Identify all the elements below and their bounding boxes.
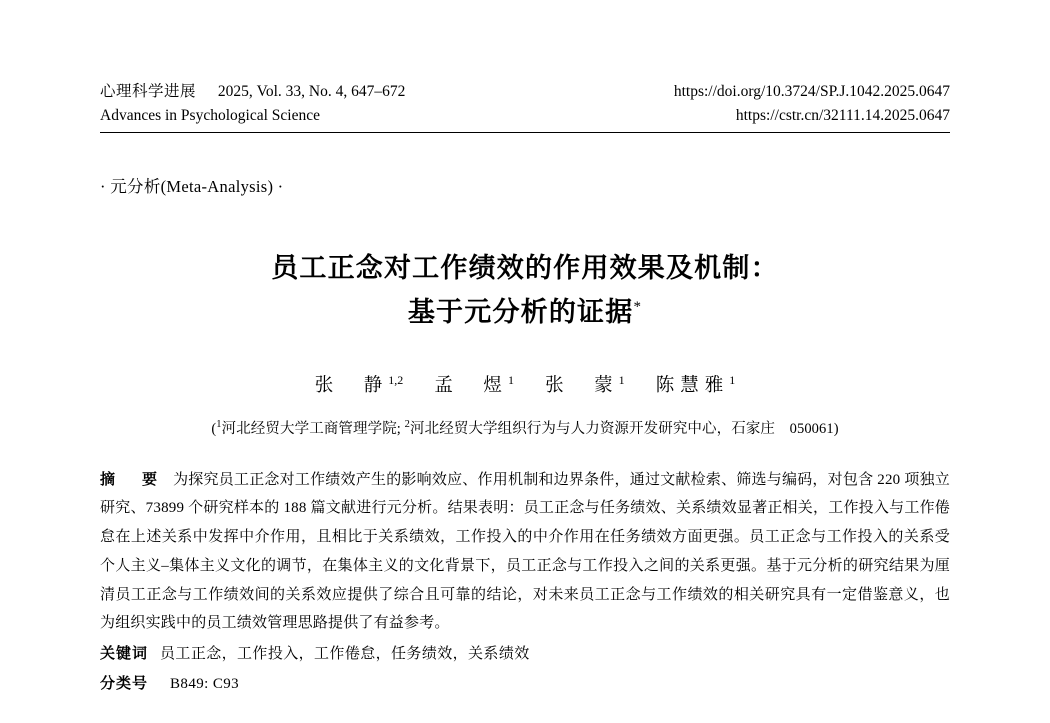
issue-info: 2025, Vol. 33, No. 4, 647–672	[217, 83, 406, 100]
journal-title-en: Advances in Psychological Science	[100, 107, 320, 125]
title-block	[100, 247, 950, 334]
journal-title-cn: 心理科学进展	[100, 83, 197, 100]
author-name: 张 静	[314, 375, 389, 396]
author-affiliation-marker: 1	[729, 372, 736, 387]
affiliation-prefix: (	[211, 420, 217, 437]
author-item	[545, 371, 625, 397]
author-list	[100, 371, 950, 397]
masthead	[100, 0, 950, 133]
affiliation-marker-1: 1	[216, 418, 222, 430]
masthead-divider	[100, 132, 950, 133]
paper-title-line-2	[100, 291, 950, 335]
cstr-link[interactable]: https://cstr.cn/32111.14.2025.0647	[735, 107, 950, 125]
author-affiliation-marker: 1	[507, 372, 514, 387]
affiliation	[100, 417, 950, 438]
abstract-label: 摘 要	[100, 471, 164, 488]
author-item	[656, 371, 736, 397]
masthead-left-top	[100, 80, 405, 104]
affiliation-marker-2: 2	[404, 418, 411, 430]
author-name: 孟 煜	[434, 375, 508, 396]
affiliation-text-2: 河北经贸大学组织行为与人力资源开发研究中心，石家庄 050061)	[410, 420, 839, 437]
affiliation-text-1: 河北经贸大学工商管理学院;	[221, 420, 405, 437]
masthead-row-top	[100, 80, 950, 104]
classification-text: B849: C93	[170, 675, 240, 692]
keywords-label: 关键词	[100, 646, 149, 663]
keywords-text: 员工正念，工作投入，工作倦怠，任务绩效，关系绩效	[160, 646, 530, 663]
author-item	[315, 371, 404, 397]
masthead-row-bottom	[100, 104, 950, 128]
paper-title-line-1: 员工正念对工作绩效的作用效果及机制：	[271, 253, 779, 284]
abstract-text: 为探究员工正念对工作绩效产生的影响效应、作用机制和边界条件，通过文献检索、筛选与编码，对包含 220 项独立研究、73899 个研究样本的 188 篇文献进行元分析。结果表明：员工正念与任务绩效、关系绩效显著正相关，工作投入与工作倦怠在上述关系中发挥中介作用，且相比于关系绩效，工作投入的中介作用在任务绩效方面更强。员工正念与工作投入的关系受个人主义–集体主义文化的调节，在集体主义的文化背景下，员工正念与工作投入之间的关系更强。基于元分析的研究结果为厘清员工正念与工作绩效间的关系效应提供了综合且可靠的结论，对未来员工正念与工作绩效的相关研究具有一定借鉴意义，也为组织实践中的员工绩效管理思路提供了有益参考。	[100, 471, 950, 632]
paper-title-line-2-text: 基于元分析的证据	[407, 296, 634, 327]
classification-label: 分类号	[100, 675, 149, 692]
author-item	[434, 371, 514, 397]
classification-row	[100, 670, 950, 699]
doi-link[interactable]: https://doi.org/10.3724/SP.J.1042.2025.0647	[673, 83, 950, 100]
section-marker: · 元分析(Meta-Analysis) ·	[100, 177, 284, 197]
abstract-block	[100, 466, 950, 639]
title-footnote-marker: *	[633, 298, 643, 315]
keywords-row	[100, 640, 950, 669]
author-name: 陈慧雅	[655, 375, 730, 396]
author-affiliation-marker: 1	[618, 372, 625, 387]
author-name: 张 蒙	[545, 375, 619, 396]
author-affiliation-marker: 1,2	[388, 372, 404, 387]
